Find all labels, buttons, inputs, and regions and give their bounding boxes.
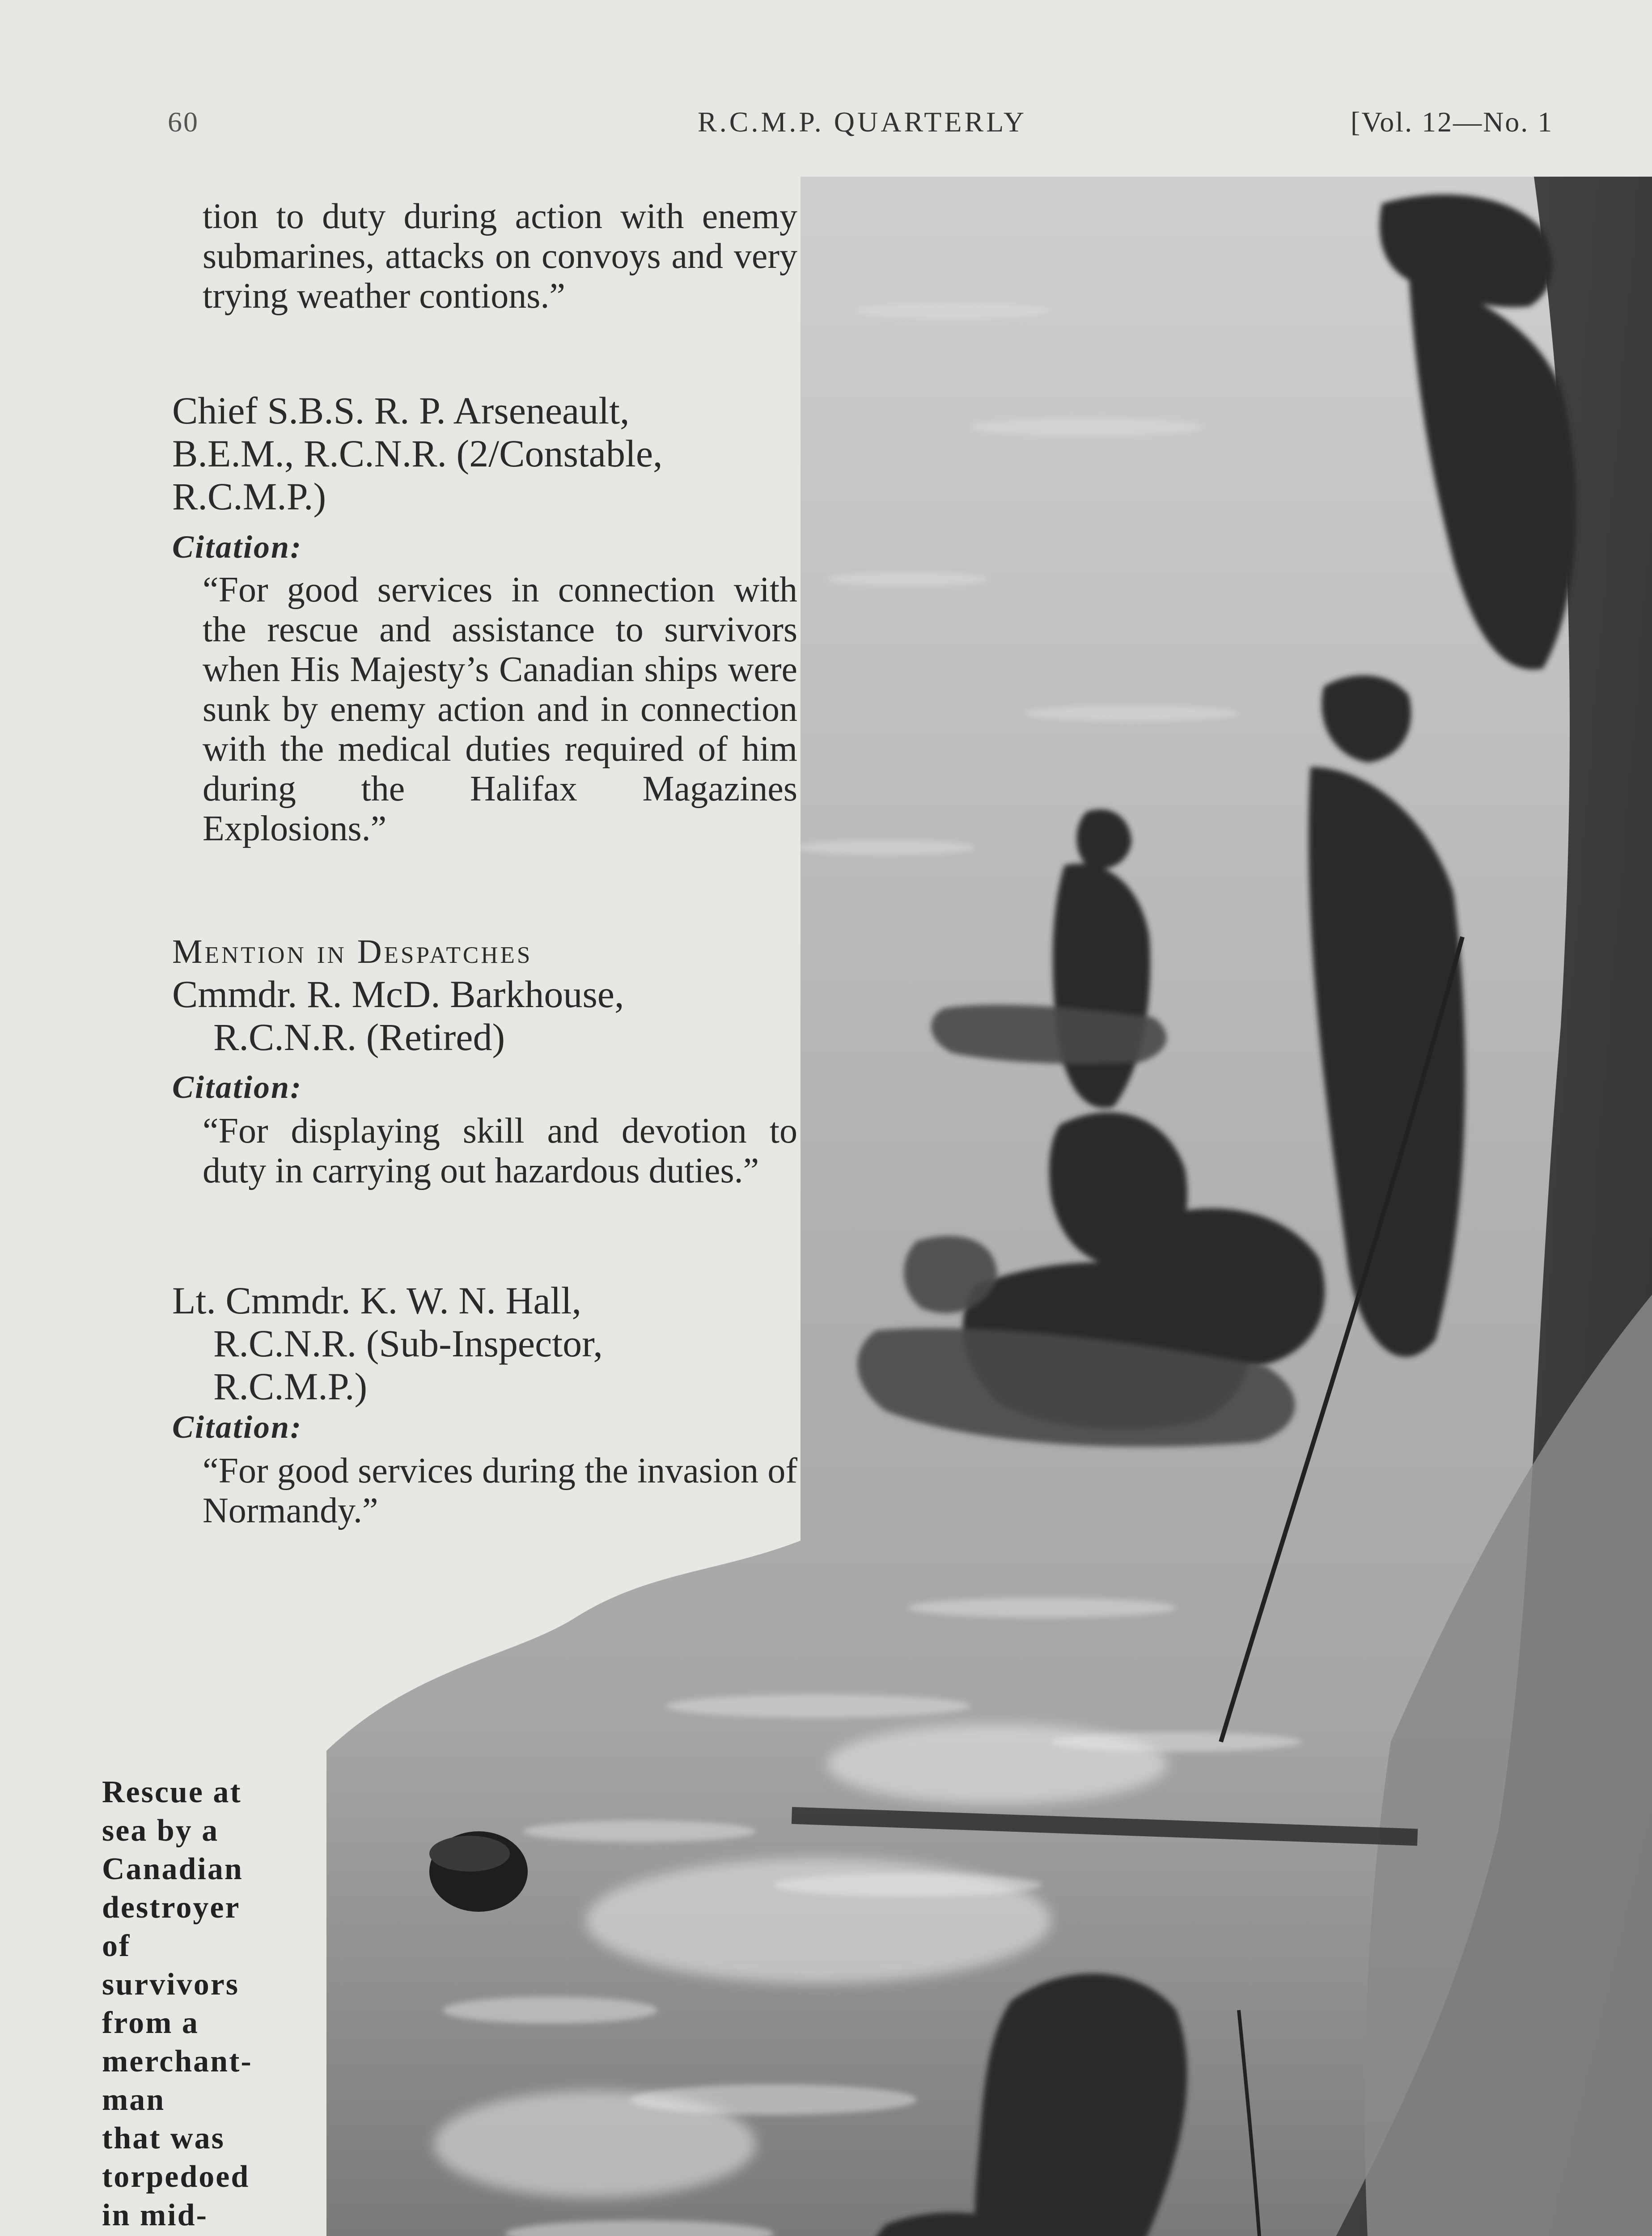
rescue-at-sea-photo bbox=[326, 177, 1652, 2236]
caption-line: that was bbox=[102, 2121, 225, 2156]
caption-line: Rescue at bbox=[102, 1775, 242, 1809]
caption-line: sea by a bbox=[102, 1813, 219, 1848]
recipient-name-line: Cmmdr. R. McD. Barkhouse, bbox=[172, 973, 624, 1016]
recipient-name-line: R.C.N.R. (Retired) bbox=[213, 1016, 505, 1059]
citation-text-arseneault: “For good services in connection with the rescue and assistance to survivors when His Majesty’s Canadian ships were sunk by enemy action and in connection with the medical duties required of him during the Halifax Magazines Explosions.” bbox=[203, 570, 797, 848]
caption-line: survivors bbox=[102, 1967, 239, 2002]
recipient-name-line: R.C.N.R. (Sub-Inspector, bbox=[213, 1322, 603, 1365]
recipient-name-line: B.E.M., R.C.N.R. (2/Constable, bbox=[172, 432, 663, 475]
photo-caption bbox=[102, 1773, 290, 2236]
recipient-name-line: R.C.M.P.) bbox=[213, 1365, 368, 1408]
caption-line: in mid- bbox=[102, 2198, 208, 2232]
citation-text-barkhouse: “For displaying skill and devotion to duty in carrying out hazardous duties.” bbox=[203, 1111, 797, 1190]
caption-line: destroyer bbox=[102, 1890, 241, 1925]
citation-label: Citation: bbox=[172, 529, 303, 565]
caption-line: man bbox=[102, 2083, 165, 2117]
citation-label: Citation: bbox=[172, 1069, 303, 1105]
caption-line: from a bbox=[102, 2006, 199, 2040]
caption-line: of bbox=[102, 1929, 131, 1963]
page-number: 60 bbox=[168, 106, 199, 138]
continued-citation-text: tion to duty during action with enemy submarines, attacks on convoys and very trying weather contions.” bbox=[203, 197, 797, 316]
citation-text-hall: “For good services during the invasion of Normandy.” bbox=[203, 1451, 797, 1530]
issue-info: [Vol. 12—No. 1 bbox=[1351, 106, 1554, 138]
recipient-name-line: Lt. Cmmdr. K. W. N. Hall, bbox=[172, 1279, 581, 1322]
section-heading-mention-in-despatches: Mention in Despatches bbox=[172, 933, 533, 970]
recipient-name-line: Chief S.B.S. R. P. Arseneault, bbox=[172, 389, 630, 432]
citation-label: Citation: bbox=[172, 1409, 303, 1445]
caption-line: merchant- bbox=[102, 2044, 253, 2079]
journal-title: R.C.M.P. QUARTERLY bbox=[698, 106, 1027, 138]
caption-line: Canadian bbox=[102, 1852, 243, 1886]
caption-line: torpedoed bbox=[102, 2160, 250, 2194]
recipient-name-line: R.C.M.P.) bbox=[172, 475, 326, 518]
